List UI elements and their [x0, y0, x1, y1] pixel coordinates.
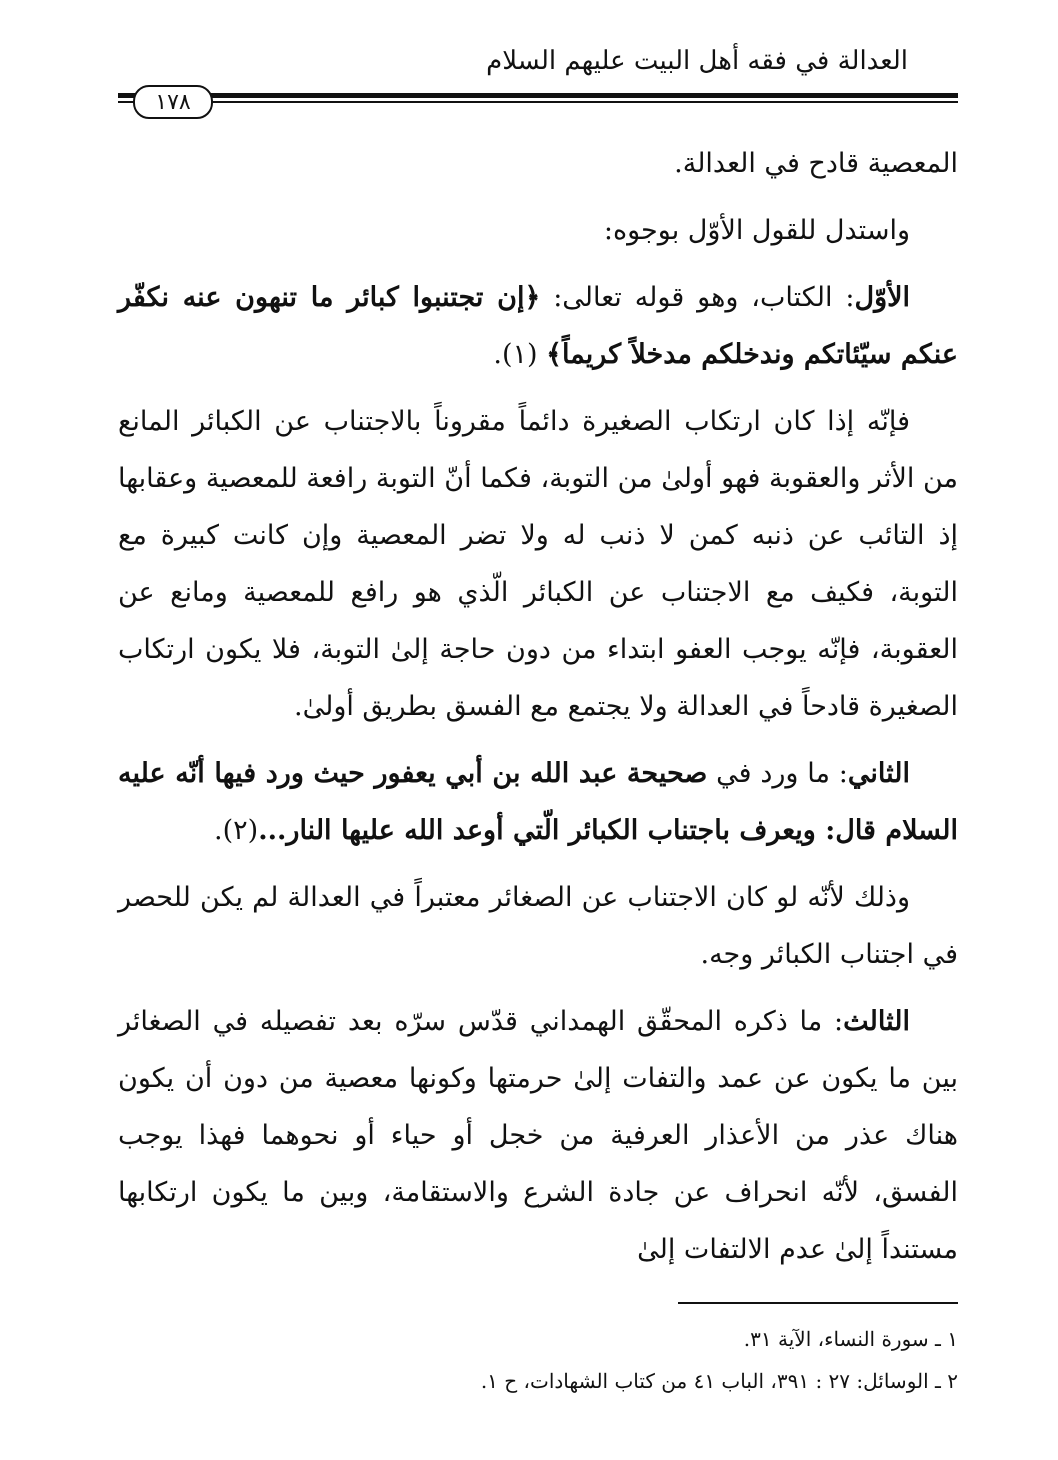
paragraph: وذلك لأنّه لو كان الاجتناب عن الصغائر معتبراً في العدالة لم يكن للحصر في اجتناب الكبائر وجه. — [118, 882, 958, 970]
point-label: الأوّل — [854, 282, 911, 313]
paragraph: المعصية قادح في العدالة. — [674, 148, 958, 179]
main-text — [118, 135, 958, 1288]
paragraph: واستدل للقول الأوّل بوجوه: — [603, 215, 910, 246]
footnote: ١ ـ سورة النساء، الآية ٣١. — [743, 1327, 958, 1351]
footnote-rule — [678, 1302, 958, 1304]
hadith-quote: صحيحة عبد الله بن أبي يعفور حيث ورد فيها أنّه عليه السلام قال: ويعرف باجتناب الكبائر الّتي أوعد الله عليها النار... — [118, 758, 958, 846]
paragraph — [118, 745, 958, 859]
paragraph — [118, 993, 958, 1278]
point-label: الثالث — [843, 1006, 910, 1037]
paragraph-text: : ما ورد في — [707, 758, 848, 789]
footnotes — [118, 1318, 958, 1402]
footnote-ref: (٢). — [214, 815, 259, 846]
header-rule-thin — [118, 101, 958, 103]
paragraph: فإنّه إذا كان ارتكاب الصغيرة دائماً مقروناً بالاجتناب عن الكبائر المانع من الأثر والعقوبة فهو أولىٰ من التوبة، فكما أنّ التوبة رافعة للمعصية وعقابها إذ التائب عن ذنبه كمن لا ذنب له ولا تضر المعصية وإن كانت كبيرة مع التوبة، فكيف مع الاجتناب عن الكبائر الّذي هو رافع للمعصية ومانع عن العقوبة، فإنّه يوجب العفو ابتداء من دون حاجة إلىٰ التوبة، فلا يكون ارتكاب الصغيرة قادحاً في العدالة ولا يجتمع مع الفسق بطريق أولىٰ. — [118, 406, 958, 722]
header-rule — [118, 93, 958, 98]
quran-quote: ﴿إن تجتنبوا كبائر ما تنهون عنه نكفّر عنكم سيّئاتكم وندخلكم مدخلاً كريماً﴾ — [118, 282, 958, 370]
footnote: ٢ ـ الوسائل: ٢٧ : ٣٩١، الباب ٤١ من كتاب الشهادات، ح ١. — [480, 1369, 958, 1393]
paragraph-text: : ما ذكره المحقّق الهمداني قدّس سرّه بعد تفصيله في الصغائر بين ما يكون عن عمد والتفات إلىٰ حرمتها وكونها معصية من دون أن يكون هناك عذر من الأعذار العرفية من خجل أو حياء أو نحوهما فهذا يوجب الفسق، لأنّه انحراف عن جادة الشرع والاستقامة، وبين ما يكون ارتكابها مستنداً إلىٰ عدم الالتفات إلىٰ — [118, 1006, 958, 1265]
footnote-ref: (١). — [493, 339, 547, 370]
running-header: العدالة في فقه أهل البيت عليهم السلام — [486, 46, 908, 76]
paragraph-text: : الكتاب، وهو قوله تعالى: — [540, 282, 855, 313]
paragraph — [118, 269, 958, 383]
page-number: ١٧٨ — [133, 85, 213, 119]
point-label: الثاني — [847, 758, 910, 789]
